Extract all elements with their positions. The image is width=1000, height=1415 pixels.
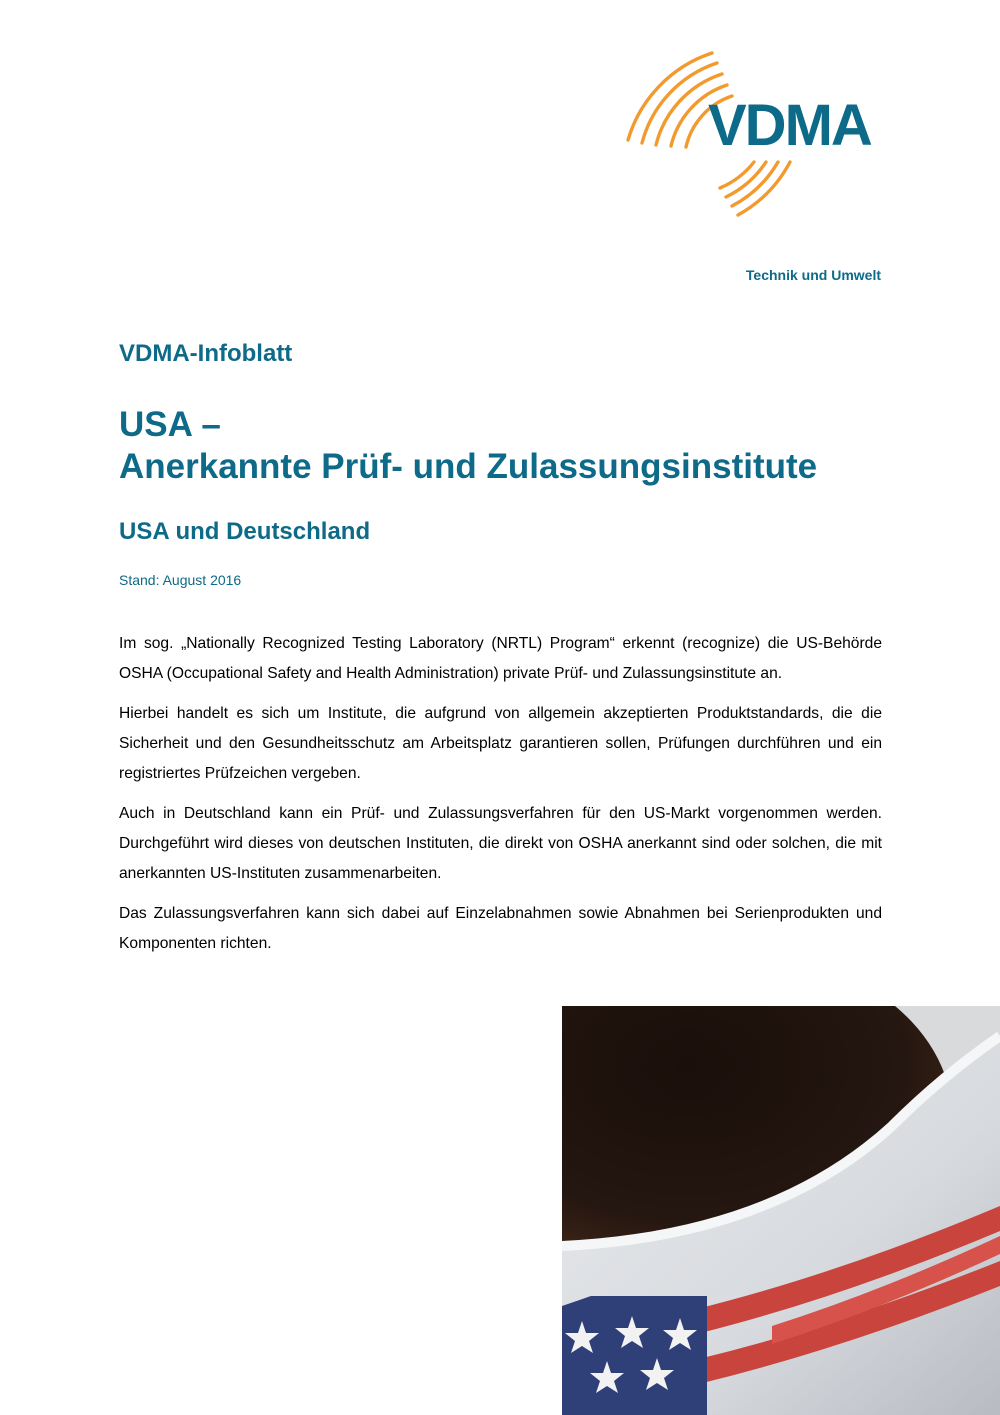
document-title: [119, 404, 882, 488]
department-label: Technik und Umwelt: [745, 267, 881, 283]
paragraph-1: Im sog. „Nationally Recognized Testing Laboratory (NRTL) Program“ erkennt (recognize) die US-Behörde OSHA (Occupational Safety and Health Administration) private Prüf- und Zulassungsinstitute an.: [119, 634, 882, 682]
vdma-logo-text: VDMA: [708, 93, 871, 158]
document-date: Stand: August 2016: [119, 571, 242, 588]
document-body: [119, 629, 882, 959]
document-kicker: VDMA-Infoblatt: [119, 340, 293, 367]
title-line-2: Anerkannte Prüf- und Zulassungsinstitute: [119, 446, 818, 486]
document-subtitle: USA und Deutschland: [119, 517, 371, 545]
vdma-logo: [620, 45, 890, 220]
title-line-1: USA –: [119, 404, 221, 444]
document-content: [119, 340, 882, 969]
coffee-mug-american-flag-image: [562, 1006, 1000, 1415]
coffee-mug-photo: [562, 1006, 1000, 1415]
paragraph-2: Hierbei handelt es sich um Institute, die aufgrund von allgemein akzeptierten Produktstandards, die die Sicherheit und den Gesundheitsschutz am Arbeitsplatz garantieren sollen, Prüfungen durchführen und ein registriertes Prüfzeichen vergeben.: [119, 704, 882, 782]
paragraph-3: Auch in Deutschland kann ein Prüf- und Zulassungsverfahren für den US-Markt vorgenommen werden. Durchgeführt wird dieses von deutschen Instituten, die direkt von OSHA anerkannt sind oder solchen, die mit anerkannten US-Instituten zusammenarbeiten.: [119, 804, 882, 882]
paragraph-4: Das Zulassungsverfahren kann sich dabei auf Einzelabnahmen sowie Abnahmen bei Serienprodukten und Komponenten richten.: [119, 904, 882, 952]
